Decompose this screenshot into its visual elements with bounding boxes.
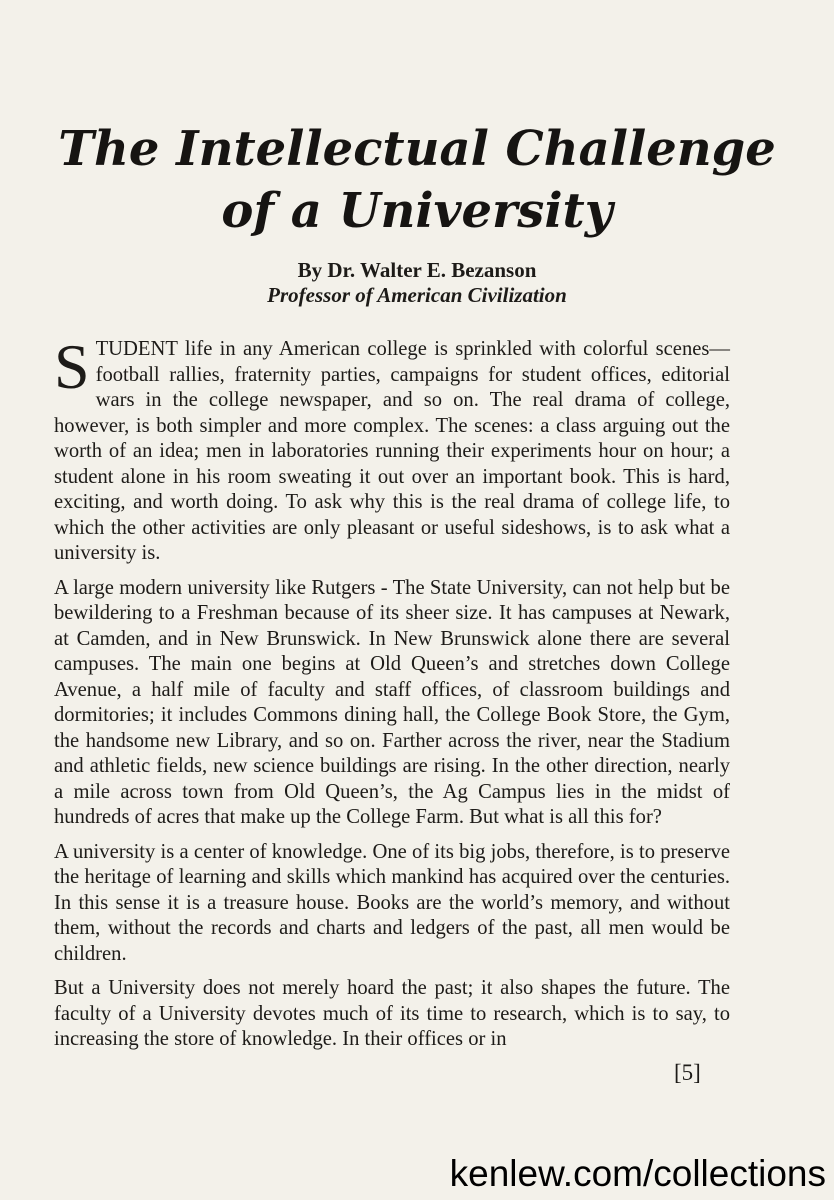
paragraph-1	[54, 331, 730, 567]
author-role: Professor of American Civilization	[267, 283, 567, 307]
title-line-1: The Intellectual Challenge	[58, 121, 776, 177]
paragraph-1-text: TUDENT life in any American college is sprinkled with colorful scenes—football rallies, fraternity parties, campaigns for student offices, editorial wars in the college newspaper, and so on. The real drama of college, however, is both simpler and more complex. The scenes: a class arguing out the worth of an idea; men in laboratories running their experiments hour on hour; a student alone in his room sweating it out over an important book. This is hard, exciting, and worth doing. To ask why this is the real drama of college life, to which the other activities are only pleasant or useful sideshows, is to ask what a university is.	[54, 338, 730, 564]
title-line-2: of a University	[221, 183, 613, 239]
drop-cap: S	[54, 331, 90, 402]
watermark-text: kenlew.com/collections	[446, 1153, 826, 1195]
paragraph-3: A university is a center of knowledge. One of its big jobs, therefore, is to preserve the heritage of learning and skills which mankind has acquired over the centuries. In this sense it is a treasure house. Books are the world’s memory, and without them, without the records and charts and ledgers of the past, all men would be children.	[54, 840, 730, 965]
article-body	[54, 331, 730, 1062]
paragraph-2: A large modern university like Rutgers - The State University, can not help but be bewildering to a Freshman because of its sheer size. It has campuses at Newark, at Camden, and in New Brunswick. In New Brunswick alone there are several campuses. The main one begins at Old Queen’s and stretches down College Avenue, a half mile of faculty and staff offices, of classroom buildings and dormitories; it includes Commons dining hall, the College Book Store, the Gym, the handsome new Library, and so on. Farther across the river, near the Stadium and athletic fields, new science buildings are rising. In the other direction, nearly a mile across town from Old Queen’s, the Ag Campus lies in the midst of hundreds of acres that make up the College Farm. But what is all this for?	[54, 576, 730, 828]
page-title	[0, 118, 834, 242]
byline	[0, 258, 834, 308]
paragraph-4: But a University does not merely hoard the past; it also shapes the future. The faculty of a University devotes much of its time to research, which is to say, to increasing the store of knowledge. In their offices or in	[54, 977, 730, 1050]
page-number: [5]	[674, 1060, 701, 1085]
author-name: By Dr. Walter E. Bezanson	[297, 258, 537, 282]
